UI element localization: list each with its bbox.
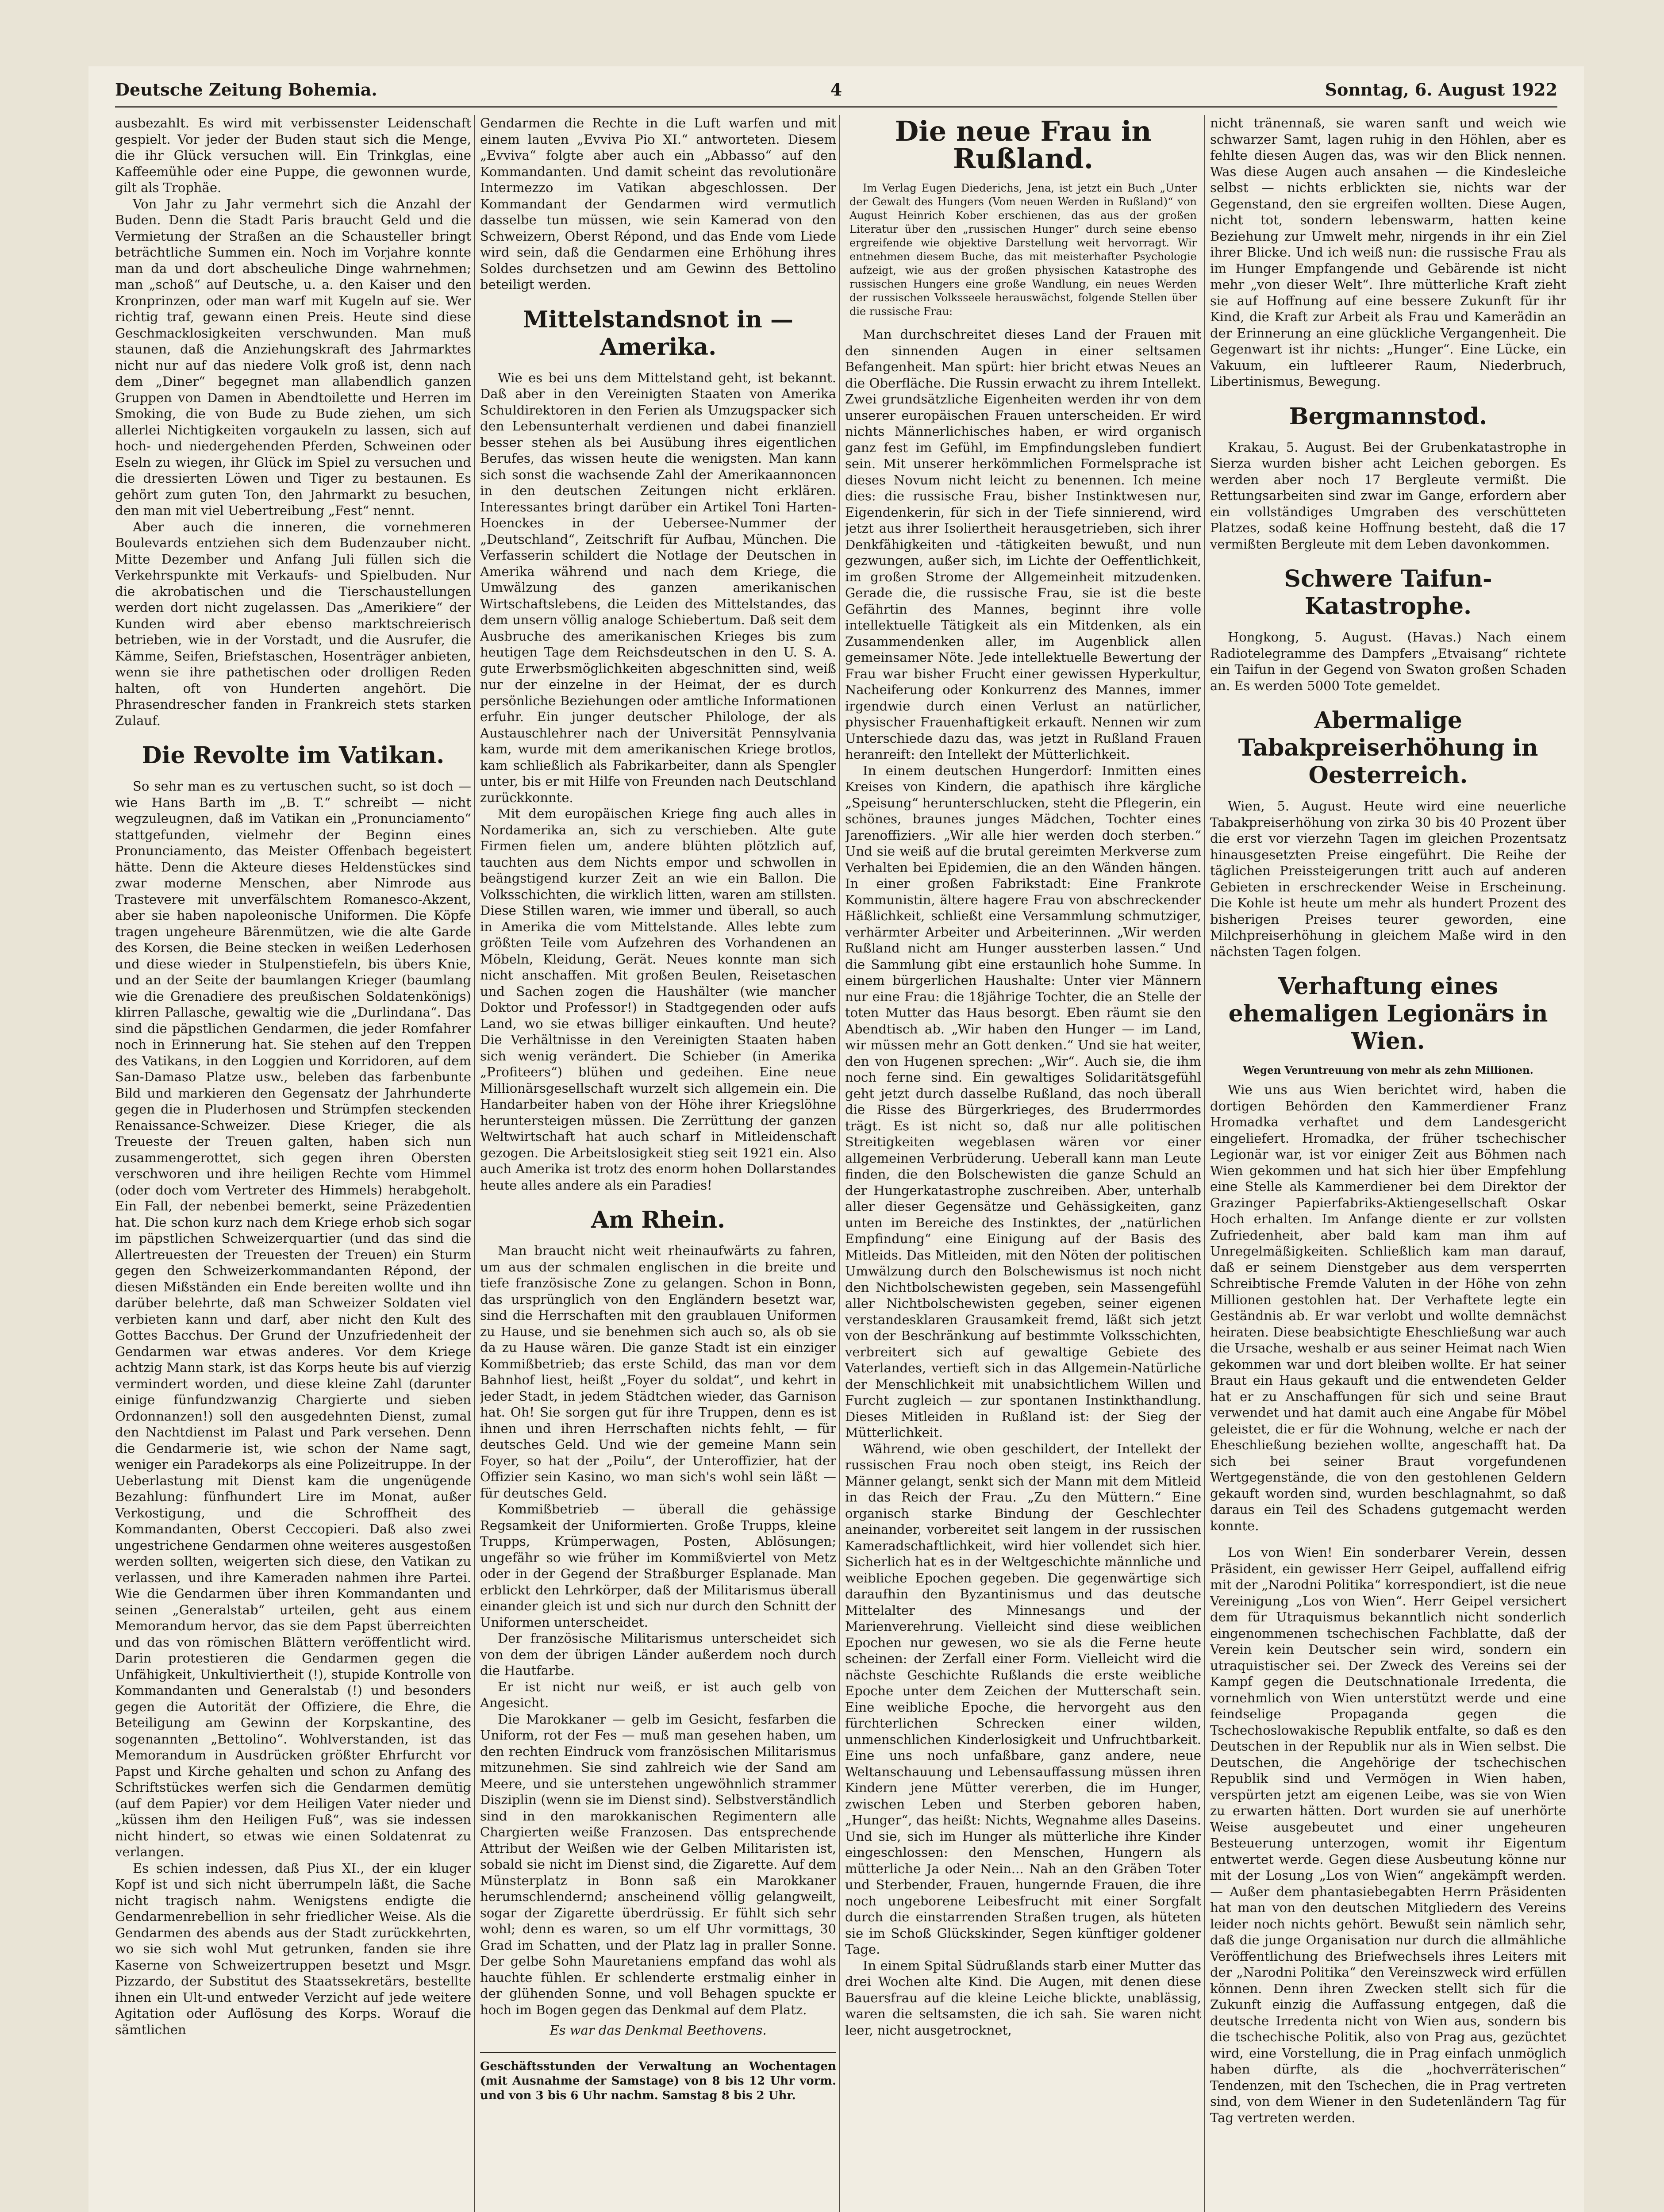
article-continuation: nicht tränennaß, sie waren sanft und weich wie schwarzer Samt, lagen ruhig in den Höhlen, aber es fehlte diesen Augen das, was wir den Blick nennen. Was diese Augen auch ansahen — die Kindesleiche selbst — nichts erblickten sie, nichts war der Gegenstand, den sie ergreifen wollten. Diese Augen, nicht tot, sondern lebenswarm, hatten keine Beziehung zur Umwelt mehr, nirgends in ihr ein Ziel ihrer Blicke. Und ich weiß nun: die russische Frau als im Hunger Empfangende und Gebärende ist nicht mehr „von dieser Welt“. Ihre mütterliche Kraft zieht sie auf Hoffnung auf eine bessere Zukunft für ihr Kind, die Kraft zur Arbeit als Frau und Kamerädin an der Erinnerung an eine glückliche Vergangenheit. Die Gegenwart ist ihr nichts: „Hunger“. Eine Lücke, ein Vakuum, ein luftleerer Raum, Niederbruch, Libertinismus, Bewegung. <box>1210 115 1566 389</box>
article-paragraph: So sehr man es zu vertuschen sucht, so ist doch — wie Hans Barth im „B. T.“ schreibt — nicht wegzuleugnen, daß im Vatikan ein „Pronunciamento“ stattgefunden, vielmehr der Beginn eines Pronunciamento, das Meister Offenbach begeistert hätte. Denn die Akteure dieses Heldenstückes sind zwar moderne Menschen, aber Nimrode aus Trastevere mit unverfälschtem Romanesco-Akzent, aber sie haben napoleonische Uniformen. Die Köpfe tragen ungeheure Bärenmützen, wie die alte Garde des Korsen, die Beine stecken in weißen Lederhosen und diese wieder in Stulpenstiefeln, bis übers Knie, und an der Seite der baumlangen Krieger (baumlang wie die Grenadiere des preußischen Soldatenkönigs) klirren Pallasche, gewaltig wie die „Durlindana“. Das sind die päpstlichen Gendarmen, die jeder Romfahrer noch in Erinnerung hat. Sie stehen auf den Treppen des Vatikans, in den Loggien und Korridoren, auf dem San-Damaso Platze usw., beleben das farbenbunte Bild und markieren den Gegensatz der Jahrhunderte gegen die in Pluderhosen und Strümpfen steckenden Renaissance-Schweizer. Diese Krieger, die als Treueste der Treuen galten, haben sich nun zusammengerottet, sich gegen ihren Obersten verschworen und ihre heiligen Rechte vom Himmel (oder doch vom Vertreter des Himmels) herabgeholt. Ein Fall, der nebenbei bemerkt, seine Präzedentien hat. Die schon kurz nach dem Kriege erhob sich sogar im päpstlichen Schweizerquartier (und das sind die Allertreuesten der Treuesten der Treuen) ein Sturm gegen den Schweizerkommandanten Répond, der diesen Mißständen ein Ende bereiten wollte und ihn darüber belehrte, daß man Schweizer Soldaten viel verbieten kann und darf, aber nicht den Kult des Gottes Bacchus. Der Grund der Unzufriedenheit der Gendarmen war etwas anderes. Vor dem Kriege achtzig Mann stark, ist das Korps heute bis auf vierzig vermindert worden, und diese kleine Zahl (darunter einige fünfundzwanzig Chargierte und sieben Ordonnanzen!) soll den ausgedehnten Dienst, zumal den Nachtdienst im Palast und Park versehen. Denn die Gendarmerie ist, wie schon der Name sagt, weniger ein Paradekorps als eine Polizeitruppe. In der Ueberlastung mit Dienst kam die ungenügende Bezahlung: fünfhundert Lire im Monat, außer Verkostigung, und die Schroffheit des Kommandanten, Oberst Ceccopieri. Daß also zwei ungestrichene Gendarmen ohne weiteres ausgestoßen werden sollten, weigerten sich diese, den Vatikan zu verlassen, und ihre Kameraden nahmen ihre Partei. Wie die Gendarmen über ihren Kommandanten und seinen „Generalstab“ urteilen, geht aus einem Memorandum hervor, das sie dem Papst überreichten und das von römischen Blättern veröffentlicht wird. Darin protestieren die Gendarmen gegen die Unfähigkeit, Unkultiviertheit (!), stupide Kontrolle von Kommandanten und Generalstab (!) und besonders gegen die Autorität der Offiziere, die Ehre, die Beteiligung am Gewinn der Korpskantine, des sogenannten „Bettolino“. Wohlverstanden, ist das Memorandum in Ausdrücken größter Ehrfurcht vor Papst und Kirche gehalten und schon zu Anfang des Schriftstückes werfen sich die Gendarmen demütig (auf dem Papier) vor dem Heiligen Vater nieder und „küssen ihm den Heiligen Fuß“, was sie indessen nicht hindert, so etwas wie einen Soldatenrat zu verlangen. <box>115 779 471 1859</box>
headline-taifun: Schwere Taifun-Katastrophe. <box>1284 565 1492 620</box>
article-paragraph: Aber auch die inneren, die vornehmeren Boulevards entziehen sich dem Budenzauber nicht. Mitte Dezember und Anfang Juli füllen sich die Verkehrspunkte mit Verkaufs- und Spielbuden. Nur die akrobatischen und die Tierschaustellungen werden dort nicht zugelassen. Das „Amerikiere“ der Kunden wird aber ebenso marktschreierisch betrieben, wie in der Vorstadt, und die Ausrufer, die Kämme, Seifen, Briefstaschen, Hosenträger anbieten, wenn sie ihre pathetischen oder drolligen Reden halten, oft von Hunderten angehört. Die Phrasendrescher fanden in Frankreich stets starken Zulauf. <box>115 519 471 728</box>
newspaper-page <box>88 66 1584 2212</box>
article-closing-line: Es war das Denkmal Beethovens. <box>550 2023 767 2038</box>
article-paragraph: Der französische Militarismus unterscheidet sich von dem der übrigen Länder außerdem noch durch die Hautfarbe. <box>480 1631 836 1678</box>
column-1 <box>115 115 471 2212</box>
news-item: Wie uns aus Wien berichtet wird, haben die dortigen Behörden den Kammerdiener Franz Hromadka verhaftet und dem Landesgericht eingeliefert. Hromadka, der früher tschechischer Legionär war, ist vor einiger Zeit aus Böhmen nach Wien gekommen und hat sich hier über Empfehlung eine Stelle als Kammerdiener bei dem Direktor der Grazinger Papierfabriks-Aktiengesellschaft Oskar Hoch erhalten. Im Anfange diente er zur vollsten Zufriedenheit, aber bald kam man ihm auf Unregelmäßigkeiten. Schließlich kam man darauf, daß er seinem Dienstgeber aus dem versperrten Schreibtische Fremde Valuten in der Höhe von zehn Millionen gestohlen hat. Der Verhaftete legte ein Geständnis ab. Er war verlobt und wollte demnächst heiraten. Diese beabsichtigte Eheschließung war auch die Ursache, weshalb er aus seiner Heimat nach Wien gekommen war und dort bleiben wollte. Er hat seiner Braut ein Haus gekauft und die entwendeten Gelder hat er zu Anschaffungen für sich und seine Braut verwendet und hat damit auch eine Angabe für Möbel geleistet, die er für die Wohnung, welche er nach der Eheschließung beziehen wollte, angeschafft hat. Da sich bei seiner Braut vorgefundenen Wertgegenstände, die von den gestohlenen Geldern gekauft worden sind, wurden beschlagnahmt, so daß daraus ein Teil des Schadens gutgemacht werden konnte. <box>1210 1082 1566 1533</box>
article-paragraph: Kommißbetrieb — überall die gehässige Regsamkeit der Uniformierten. Große Trupps, kleine Trupps, Krümperwagen, Posten, Ablösungen; ungefähr so wie früher im Kommißviertel von Metz oder in der Gegend der Straßburger Esplanade. Man erblickt den Lehrkörper, daß der Militarismus überall einander gleich ist und sich nur durch den Schnitt der Uniformen unterscheidet. <box>480 1502 836 1630</box>
article-paragraph: Von Jahr zu Jahr vermehrt sich die Anzahl der Buden. Denn die Stadt Paris braucht Geld und die Vermietung der Straßen an die Schausteller bringt beträchtliche Summen ein. Noch im Vorjahre konnte man da und dort abscheuliche Dinge wahrnehmen; man „schoß“ auf Deutsche, u. a. den Kaiser und den Kronprinzen, oder man warf mit Kugeln auf sie. Wer richtig traf, gewann einen Preis. Heute sind diese Geschmacklosigkeiten verschwunden. Man muß staunen, daß die Anziehungskraft des Jahrmarktes nicht nur auf das niedere Volk groß ist, denn nach dem „Diner“ begegnet man allabendlich ganzen Gruppen von Damen in Abendtoilette und Herren im Smoking, die von Bude zu Bude ziehen, um sich allerlei Nichtigkeiten vorgaukeln zu lassen, sich auf hoch- und niedergehenden Pferden, Schweinen oder Eseln zu wiegen, ihr Glück im Spiel zu versuchen und die dressierten Löwen und Tiger zu bestaunen. Es gehört zum guten Ton, den Jahrmarkt zu besuchen, den man mit viel Uebertreibung „Fest“ nennt. <box>115 196 471 518</box>
newspaper-name: Deutsche Zeitung Bohemia. <box>115 80 377 100</box>
headline-revolte: Die Revolte im Vatikan. <box>142 742 445 769</box>
column-divider <box>474 115 475 2212</box>
headline-tabak: Abermalige Tabakpreiserhöhung in Oesterreich. <box>1238 707 1538 789</box>
news-item: Krakau, 5. August. Bei der Grubenkatastrophe in Sierza wurden bisher acht Leichen geborgen. Es werden aber noch 17 Bergleute vermißt. Die Rettungsarbeiten sind zwar im Gange, erfordern aber ein vollständiges Umgraben des verschütteten Platzes, sodaß keine Hoffnung besteht, daß die 17 vermißten Bergleute mit dem Leben davonkommen. <box>1210 439 1566 552</box>
article-continuation: Gendarmen die Rechte in die Luft warfen und mit einem lauten „Evviva Pio XI.“ antworteten. Diesem „Evviva“ folgte aber auch ein „Abbasso“ auf den Kommandanten. Und damit scheint das revolutionäre Intermezzo im Vatikan abgeschlossen. Der Kommandant der Gendarmen wird vermutlich dasselbe tun müssen, wie sein Kamerad von den Schweizern, Oberst Répond, und das Ende vom Liede wird sein, daß die Gendarmen eine Erhöhung ihres Soldes durchsetzen und am Gewinn des Bettolino beteiligt werden. <box>480 115 836 292</box>
article-paragraph: Wie es bei uns dem Mittelstand geht, ist bekannt. Daß aber in den Vereinigten Staaten von Amerika Schuldirektoren in den Ferien als Umzugspacker sich den Lebensunterhalt verdienen und dabei finanziell besser stehen als bei Ausübung ihres eigentlichen Berufes, das wissen heute die wenigsten. Man kann sich sonst die wachsende Zahl der Amerikaannoncen in den deutschen Zeitungen nicht erklären. Interessantes bringt darüber ein Artikel Toni Harten-Hoenckes in der Uebersee-Nummer der „Deutschland“, Zeitschrift für Aufbau, München. Die Verfasserin schildert die Notlage der Deutschen in Amerika während und nach dem Kriege, die Umwälzung des ganzen amerikanischen Wirtschaftslebens, die Leiden des Mittelstandes, das dem unsern völlig analoge Schiebertum. Daß seit dem Ausbruche des amerikanischen Krieges bis zum heutigen Tage dem Reichsdeutschen in den U. S. A. gute Erwerbsmöglichkeiten abgeschnitten sind, weiß nur der einzelne in der Heimat, der es durch persönliche Beziehungen oder amtliche Informationen erfuhr. Ein junger deutscher Philologe, der als Austauschlehrer nach der Universität Pennsylvania kam, wurde mit dem amerikanischen Kriege brotlos, kam schließlich als Fabrikarbeiter, dann als Spengler unter, bis er mit Hilfe von Freunden nach Deutschland zurückkonnte. <box>480 370 836 805</box>
news-item: Hongkong, 5. August. (Havas.) Nach einem Radiotelegramme des Dampfers „Etvaisang“ richtete ein Taifun in der Gegend von Swaton großen Schaden an. Es werden 5000 Tote gemeldet. <box>1210 630 1566 693</box>
article-paragraph: Man durchschreitet dieses Land der Frauen mit den sinnenden Augen in einer seltsamen Befangenheit. Man spürt: hier bricht etwas Neues an die Oberfläche. Die Russin erwacht zu ihrem Intellekt. Zwei grundsätzliche Eigenheiten werden ihr von dem unserer europäischen Frauen unterscheiden. Er wird nichts Männerlichisches haben, er wird organisch ganz fest im Gefühl, im Empfindungsleben fundiert sein. Mit unserer herkömmlichen Formelsprache ist dieses Novum nicht leicht zu benennen. Ich meine dies: die russische Frau, bisher Instinktwesen nur, Eigendenkerin, für sich in der Tiefe sinnierend, wird jetzt aus ihrer Isoliertheit herausgetrieben, sich ihrer Denkfähigkeiten und -tätigkeiten bewußt, und nun gezwungen, außer sich, im Lichte der Oeffentlichkeit, im großen Strome der Allgemeinheit mitzudenken. Gerade die, die russische Frau, sie ist die beste Gefährtin des Mannes, beginnt ihre volle intellektuelle Tätigkeit als ein Mitdenken, als ein Zusammendenken aller, im Augenblick allen gemeinsamer Nöte. Jede intellektuelle Bewertung der Frau war bisher Frucht einer gewissen Hyperkultur, Nacheiferung oder Konkurrenz des Mannes, immer irgendwie durch einen Verlust an natürlicher, physischer Frauenhaftigkeit erkauft. Nennen wir zum Unterschiede dazu das, was jetzt in Rußland Frauen heranreift: den Intellekt der Mütterlichkeit. <box>845 327 1201 762</box>
headline-legionaer: Verhaftung eines ehemaligen Legionärs in Wien. <box>1228 973 1548 1055</box>
headline-rhein: Am Rhein. <box>591 1206 726 1233</box>
news-item: Los von Wien! Ein sonderbarer Verein, dessen Präsident, ein gewisser Herr Geipel, auffallend eifrig mit der „Narodni Politika“ korrespondiert, ist die neue Vereinigung „Los von Wien“. Herr Geipel versichert dem für Utraquismus bekanntlich nicht sonderlich eingenommenen tschechischen Fachblatte, daß der Verein kein Deutscher sein wird, sondern ein utraquistischer sei. Der Zweck des Vereins sei der Kampf gegen die Deutschnationale Irredenta, die vornehmlich von Wien unterstützt werde und eine feindselige Propaganda gegen die Tschechoslowakische Republik entfalte, so daß es den Deutschen in der Republik nur als in Wien selbst. Die Deutschen, die Angehörige der tschechischen Republik sind und Vermögen in Wien haben, verspürten jetzt am eigenen Leibe, was sie von Wien zu erwarten hätten. Dort wurden sie auf unerhörte Weise ausgebeutet und einer ungeheuren Besteuerung unterzogen, womit ihr Eigentum entwertet werde. Gegen diese Ausbeutung könne nur mit der Losung „Los von Wien“ angekämpft werden. — Außer dem phantasiebegabten Herrn Präsidenten hat man von den deutschen Mitgliedern des Vereins leider noch nichts gehört. Bewußt sein nämlich sehr, daß die junge Organisation nur durch die allmähliche Veröffentlichung des Briefwechsels ihres Leiters mit der „Narodni Politika“ den Vereinszweck wird erfüllen können. Denn ihren Zwecken stellt sich für die Zukunft einzig die Auffassung entgegen, daß die deutsche Irredenta nicht von Wien aus, sondern bis die tschechische Politik, also von Prag aus, gezüchtet wird, eine Vorstellung, die in Prag einfach unmöglich haben dürfte, als die „hochverräterischen“ Tendenzen, mit den Tschechen, die in Prag vertreten sind, von dem Wiener in den Sudetenländern Tag für Tag vertreten werden. <box>1210 1545 1566 2125</box>
masthead <box>115 75 1557 108</box>
article-paragraph: Mit dem europäischen Kriege fing auch alles in Nordamerika an, sich zu verschieben. Alte gute Firmen fielen um, andere blühten plötzlich auf, tauchten aus dem Nichts empor und schwollen in beängstigend kurzer Zeit an wie ein Ballon. Die Volksschichten, die wirklich litten, waren am stillsten. Diese Stillen waren, wie immer und überall, so auch in Amerika die vom Mittelstande. Alles lebte zum größten Teile vom Aufzehren des Vorhandenen an Möbeln, Kleidung, Gerät. Neues konnte man sich nicht anschaffen. Mit großen Beulen, Reisetaschen und Sachen zogen die Haushälter (wie mancher Doktor und Professor!) in Stadtgegenden oder aufs Land, wo sie etwas billiger einkauften. Und heute? Die Verhältnisse in den Vereinigten Staaten haben sich wenig verändert. Die Schieber (in Amerika „Profiteers“) blühen und gedeihen. Eine neue Millionärsgesellschaft wurzelt sich allgemein ein. Die Handarbeiter haben von der Höhe ihrer Kriegslöhne heruntersteigen müssen. Die Zerrüttung der ganzen Weltwirtschaft hat auch scharf in Mitleidenschaft gezogen. Die Arbeitslosigkeit stieg seit 1921 ein. Also auch Amerika ist trotz des enorm hohen Dollarstandes heute alles andere als ein Paradies! <box>480 806 836 1193</box>
article-paragraph: In einem deutschen Hungerdorf: Inmitten eines Kreises von Kindern, die apathisch ihre kärgliche „Speisung“ herunterschlucken, steht die Pflegerin, ein schönes, braunes junges Mädchen, Tochter eines Jarenoffiziers. „Wir alle hier werden doch sterben.“ Und sie weiß auf die brutal gereimten Merkverse zum Verhalten bei Epidemien, die an den Wänden hängen. In einer großen Fabrikstadt: Eine Frankrote Kommunistin, ältere hagere Frau von abschreckender Häßlichkeit, schließt eine Versammlung schmutziger, verhärmter Arbeiter und Arbeiterinnen. „Wir werden Rußland nicht am Hunger aussterben lassen.“ Und die Sammlung gibt eine erstaunlich hohe Summe. In einem bürgerlichen Haushalte: Unter vier Männern nur eine Frau: die 18jährige Tochter, die an Stelle der toten Mutter das Haus besorgt. Eben räumt sie den Abendtisch ab. „Wir haben den Hunger — im Land, wir müssen mehr an Gott denken.“ Und sie hat weiter, den von Hugenen sprechen: „Wir“. Auch sie, die ihm noch ferne sind. Ein gewaltiges Solidaritätsgefühl geht jetzt durch dasselbe Rußland, das noch überall die Risse des Bürgerkrieges, des Bruderrmordes trägt. Es ist nicht so, daß nur alle politischen Streitigkeiten wegeblasen wären vor einer allgemeinen Verbrüderung. Ueberall kann man Leute finden, die den Bolschewisten die ganze Schuld an der Hungerkatastrophe zuschreiben. Aber, unterhalb aller dieser Gegensätze und Gehässigkeiten, ganz unten im Bereiche des Instinktes, der „natürlichen Empfindung“ eine Einigung auf der Basis des Mitleids. Das Mitleiden, mit den Nöten der politischen Umwälzung durch den Bolschewismus ist noch nicht den Nichtbolschewisten gegeben, sein Massengefühl aller Nichtbolschewisten gegeben, seiner eigenen verstandesklaren Grausamkeit fremd, läßt sich jetzt von der Beschränkung auf bestimmte Volksschichten, verbreitert sich auf gewaltige Gebiete des Vaterlandes, vertieft sich in das Allgemein-Natürliche der Menschlichkeit mit unabsichtlichem Willen und Furcht zugleich — zur spontanen Instinkthandlung. Dieses Mitleiden in Rußland ist: der Sieg der Mütterlichkeit. <box>845 763 1201 1440</box>
news-item: Wien, 5. August. Heute wird eine neuerliche Tabakpreiserhöhung von zirka 30 bis 40 Prozent über die erst vor vierzehn Tagen im gleichen Prozentsatz hinausgesetzten Preise eingeführt. Die Reihe der täglichen Preissteigerungen tritt auch auf anderen Gebieten in erschreckender Weise in Erscheinung. Die Kohle ist heute um mehr als hundert Prozent des bisherigen Preises teurer geworden, eine Milchpreiserhöhung in gleichem Maße wird in den nächsten Tagen folgen. <box>1210 799 1566 959</box>
column-divider <box>839 115 840 2212</box>
headline-mittelstand: Mittelstandsnot in — Amerika. <box>523 306 793 361</box>
article-paragraph: Die Marokkaner — gelb im Gesicht, fesfarben die Uniform, rot der Fes — muß man gesehen haben, um den rechten Eindruck vom französischen Militarismus mitzunehmen. Sie sind zahlreich wie der Sand am Meere, und sie unterstehen ungewöhnlich strammer Disziplin (wenn sie im Dienst sind). Selbstverständlich sind in den marokkanischen Regimentern alle Chargierten weiße Franzosen. Das entsprechende Attribut der Weißen wie der Gelben Militaristen ist, sobald sie nicht im Dienst sind, die Zigarette. Auf dem Münsterplatz in Bonn saß ein Marokkaner herumschlendernd; anscheinend völlig gelangweilt, sogar der Zigarette überdrüssig. Er fühlt sich sehr wohl; denn es waren, so um elf Uhr vormittags, 30 Grad im Schatten, und der Platz lag in praller Sonne. Der gelbe Sohn Mauretaniens empfand das wohl als hauchte fühlen. Er schlenderte erstmalig einher in der glühenden Sonne, und voll Behagen spuckte er hoch im Bogen gegen das Denkmal auf dem Platz. <box>480 1711 836 2017</box>
office-hours-notice: Geschäftsstunden der Verwaltung an Wochentagen (mit Ausnahme der Samstage) von 8 bis 12 Uhr vorm. und von 3 bis 6 Uhr nachm. Samstag 8 bis 2 Uhr. <box>480 2052 836 2103</box>
article-paragraph: Er ist nicht nur weiß, er ist auch gelb von Angesicht. <box>480 1679 836 1710</box>
headline-bergmannstod: Bergmannstod. <box>1289 403 1487 430</box>
article-paragraph: Man braucht nicht weit rheinaufwärts zu fahren, um aus der schmalen englischen in die breite und tiefe französische Zone zu gelangen. Schon in Bonn, das ursprünglich von den Engländern besetzt war, sind die Herrschaften mit den graublauen Uniformen zu Hause, und sie benehmen sich auch so, als ob sie da zu Hause wären. Die ganze Stadt ist ein einziger Kommißbetrieb; das erste Schild, das man vor dem Bahnhof liest, heißt „Foyer du soldat“, und kehrt in jeder Stadt, in jedem Städtchen wieder, das Garnison hat. Oh! Sie sorgen gut für ihre Truppen, denn es ist ihnen und ihren Herrschaften nichts fehlt, — für deutsches Geld. Und wie der gemeine Mann sein Foyer, so hat der „Poilu“, der Unteroffizier, hat der Offizier sein Kasino, wo man sich's wohl sein läßt — für deutsches Geld. <box>480 1243 836 1501</box>
column-2 <box>480 115 836 2212</box>
issue-date: Sonntag, 6. August 1922 <box>1325 80 1557 100</box>
column-3 <box>845 115 1201 2212</box>
article-lead: Im Verlag Eugen Diederichs, Jena, ist jetzt ein Buch „Unter der Gewalt des Hungers (Vom neuen Werden in Rußland)“ von August Heinrich Kober erschienen, das aus der großen Literatur über den „russischen Hunger“ durch seine ebenso ergreifende wie objektive Darstellung weit hervorragt. Wir entnehmen diesem Buche, das mit meisterhafter Psychologie aufzeigt, wie aus der großen physischen Katastrophe des russischen Hungers eine große Wandlung, ein neues Werden der russischen Volksseele herauswächst, folgende Stellen über die russische Frau: <box>849 182 1197 318</box>
article-paragraph: Während, wie oben geschildert, der Intellekt der russischen Frau noch oben steigt, ins Reich der Männer gelangt, senkt sich der Mann mit dem Mitleid in das Reich der Frau. „Zu den Müttern.“ Eine organisch starke Bindung der Geschlechter aneinander, vorbereitet seit langem in der russischen Kameradschaftlichkeit, wird hier vollendet sich hier. Sicherlich hat es in der Weltgeschichte männliche und weibliche Epochen gegeben. Die gegenwärtige sich daraufhin den Byzantinismus und das deutsche Mittelalter des Minnesangs und der Marienverehrung. Vielleicht sind diese weiblichen Epochen nur gewesen, wo sie als die Ferne heute scheinen: der Zerfall einer Form. Vielleicht wird die nächste Geschichte Rußlands die erste weibliche Epoche unter dem Zeichen der Mutterschaft sein. Eine weibliche Epoche, die hervorgeht aus den fürchterlichen Schrecken einer wilden, unmenschlichen Kinderlosigkeit und Unfruchtbarkeit. Eine uns noch unfaßbare, ganz andere, neue Weltanschauung und Lebensauffassung müssen ihren Kindern jene Mütter vererben, die im Hunger, zwischen Leben und Sterben geboren haben, „Hunger“, das heißt: Nichts, Wegnahme alles Daseins. Und sie, sich im Hunger als mütterliche ihre Kinder eingeschlossen: den Menschen, Hungern als mütterliche Ja oder Nein... Nah an den Gräben Toter und Sterbender, Frauen, hungernde Frauen, die ihre noch ungeborene Leibesfrucht mit einer Sorgfalt durch die einstarrenden Straßen trugen, als hüteten sie im Schoß Glückskinder, Segen künftiger goldener Tage. <box>845 1441 1201 1957</box>
page-number: 4 <box>830 80 842 100</box>
headline-neue-frau: Die neue Frau in Rußland. <box>895 115 1152 175</box>
column-4 <box>1210 115 1566 2212</box>
article-paragraph: In einem Spital Südrußlands starb einer Mutter das drei Wochen alte Kind. Die Augen, mit denen diese Bauersfrau auf die kleine Leiche blickte, unablässig, waren die seltsamsten, die ich sah. Sie waren nicht leer, nicht ausgetrocknet, <box>845 1958 1201 2038</box>
column-divider <box>1204 115 1205 2212</box>
article-paragraph: Es schien indessen, daß Pius XI., der ein kluger Kopf ist und sich nicht überrumpeln läßt, die Sache nicht tragisch nahm. Wenigstens endigte die Gendarmenrebellion in sehr friedlicher Weise. Als die Gendarmen des abends aus der Stadt zurückkehrten, wo sie sich wohl Mut getrunken, fanden sie ihre Kaserne von Schweizertruppen besetzt und Msgr. Pizzardo, der Substitut des Staatssekretärs, bestellte ihnen ein Ult-und entweder Verzicht auf jede weitere Agitation oder Auflösung des Korps. Worauf die sämtlichen <box>115 1860 471 2037</box>
article-continuation: ausbezahlt. Es wird mit verbissenster Leidenschaft gespielt. Vor jeder der Buden staut sich die Menge, die ihr Glück versuchen will. Ein Trinkglas, eine Kaffeemühle oder eine Puppe, die gewonnen wurde, gilt als Trophäe. <box>115 115 471 195</box>
subheadline-legionaer: Wegen Veruntreuung von mehr als zehn Millionen. <box>1243 1064 1533 1076</box>
